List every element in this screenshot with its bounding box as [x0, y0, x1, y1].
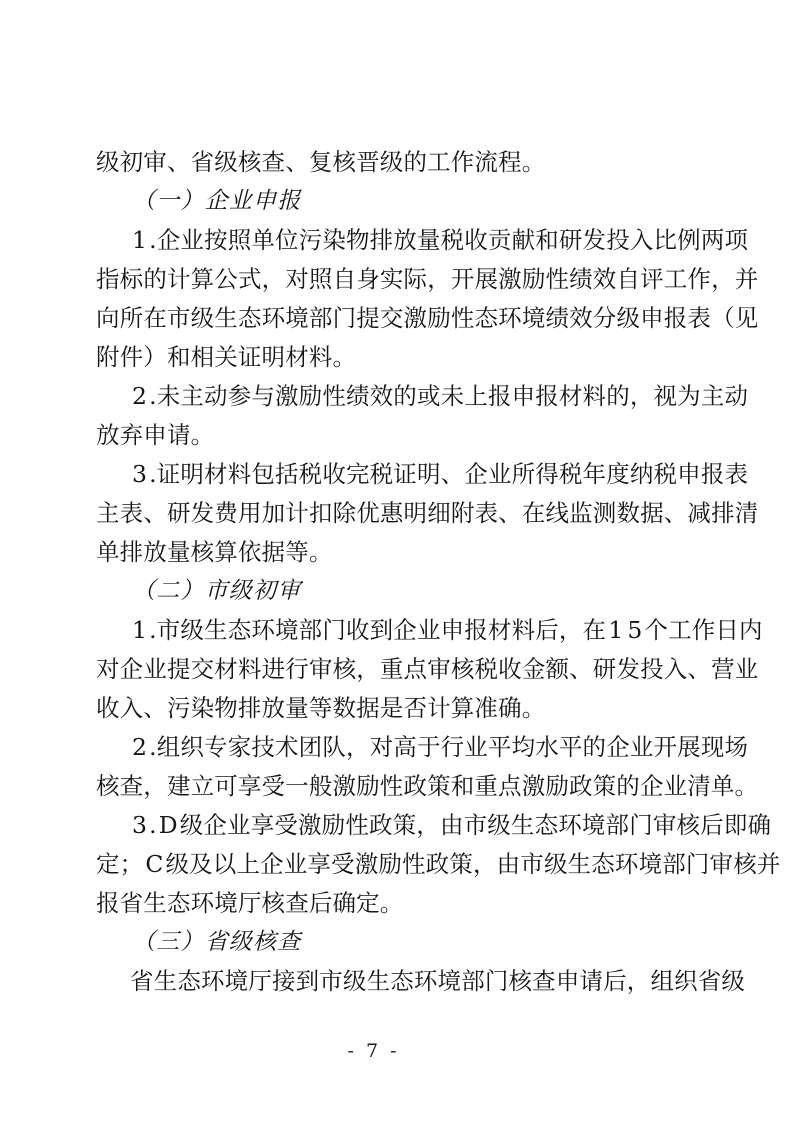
body-paragraph — [96, 377, 749, 455]
text-line: 指 标 的 计 算 公 式 ， 对 照 自 身 实 际 ， 开 展 激 励 性 绩 效 自 评 工 作 ， 并 — [96, 265, 759, 293]
text-line: 附件）和相关证明材料。 — [96, 343, 357, 371]
text-line: 放弃申请。 — [96, 421, 215, 449]
text-line: 3 . 证 明 材 料 包 括 税 收 完 税 证 明 、 企 业 所 得 税 年 度 纳 税 申 报 表 — [132, 460, 749, 488]
text-line: 2 . 未 主 动 参 与 激 励 性 绩 效 的 或 未 上 报 申 报 材 料 的 ， 视 为 主 动 — [132, 382, 749, 410]
body-paragraph — [96, 728, 759, 806]
page-body — [96, 143, 781, 1001]
body-paragraph — [96, 611, 763, 728]
text-line: 对 企 业 提 交 材 料 进 行 审 核 ， 重 点 审 核 税 收 金 额 、 研 发 投 入 、 营 业 — [96, 655, 759, 683]
text-line: 单排放量核算依据等。 — [96, 538, 333, 566]
text-line: 主 表 、 研 发 费 用 加 计 扣 除 优 惠 明 细 附 表 、 在 线 监 测 数 据 、 减 排 清 — [96, 499, 759, 527]
text-line: 收入、污染物排放量等数据是否计算准确。 — [96, 694, 546, 722]
text-line: （三）省级核查 — [132, 929, 302, 955]
body-paragraph — [96, 221, 759, 377]
text-line: 1 . 市 级 生 态 环 境 部 门 收 到 企 业 申 报 材 料 后 ， 在 1 5 个 工 作 日 内 — [132, 616, 763, 644]
text-line: 省 生 态 环 境 厅 接 到 市 级 生 态 环 境 部 门 核 查 申 请 后 ， 组 织 省 级 — [130, 967, 746, 995]
text-line: 级初审、省级核查、复核晋级的工作流程。 — [96, 148, 546, 176]
page-number: - 7 - — [347, 1040, 400, 1062]
body-paragraph — [96, 806, 781, 923]
body-paragraph — [96, 455, 759, 572]
text-line: 向 所 在 市 级 生 态 环 境 部 门 提 交 激 励 性 态 环 境 绩 效 分 级 申 报 表 （ 见 — [96, 304, 759, 332]
text-line: 定 ； C 级 及 以 上 企 业 享 受 激 励 性 政 策 ， 由 市 级 生 态 环 境 部 门 审 核 并 — [96, 850, 781, 878]
section-heading — [96, 182, 706, 221]
text-line: 核查，建立可享受一般激励性政策和重点激励政策的企业清单。 — [96, 772, 759, 800]
text-line: 1 . 企 业 按 照 单 位 污 染 物 排 放 量 税 收 贡 献 和 研 发 投 入 比 例 两 项 — [132, 226, 749, 254]
body-paragraph — [96, 143, 706, 182]
text-line: 2 . 组 织 专 家 技 术 团 队 ， 对 高 于 行 业 平 均 水 平 的 企 业 开 展 现 场 — [132, 733, 749, 761]
body-paragraph — [96, 962, 746, 1001]
text-line: （二）市级初审 — [132, 578, 302, 604]
text-line: 3 . D 级 企 业 享 受 激 励 性 政 策 ， 由 市 级 生 态 环 境 部 门 审 核 后 即 确 — [132, 811, 772, 839]
section-heading — [96, 923, 706, 962]
text-line: （一）企业申报 — [132, 188, 302, 214]
section-heading — [96, 572, 706, 611]
text-line: 报省生态环境厅核查后确定。 — [96, 889, 404, 917]
